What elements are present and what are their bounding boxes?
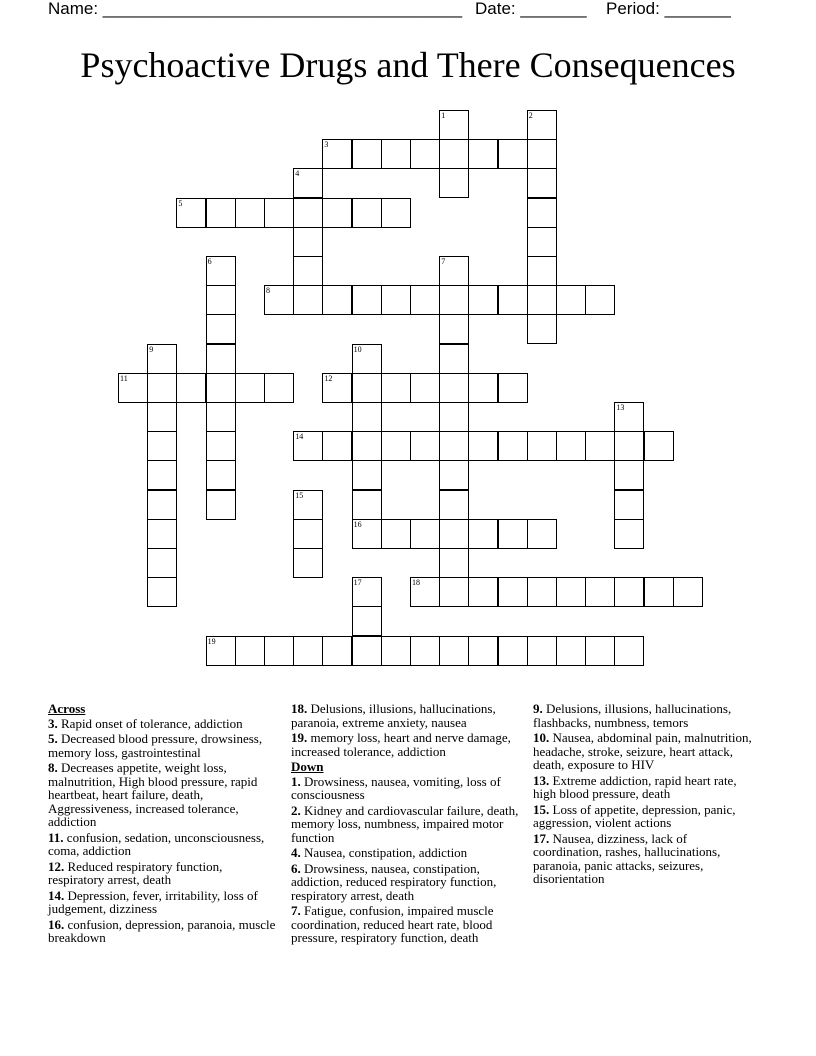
name-field[interactable]: Name: ______________________________________ (48, 0, 463, 18)
crossword-cell[interactable] (381, 373, 411, 403)
clue-number: 12 (324, 373, 333, 383)
crossword-cell[interactable] (410, 373, 440, 403)
crossword-cell[interactable] (352, 285, 382, 315)
crossword-cell[interactable] (498, 431, 528, 461)
crossword-cell[interactable] (439, 636, 469, 666)
crossword-cell[interactable] (352, 519, 382, 549)
crossword-cell[interactable] (439, 314, 469, 344)
crossword-cell[interactable] (439, 460, 469, 490)
clue-across-12: 12. Reduced respiratory function, respiratory arrest, death (48, 858, 223, 887)
crossword-cell[interactable] (264, 198, 294, 228)
clue-number: 7 (441, 257, 446, 266)
crossword-cell[interactable] (468, 285, 498, 315)
crossword-cell[interactable] (206, 285, 236, 315)
crossword-cell[interactable] (614, 636, 644, 666)
crossword-cell[interactable] (439, 548, 469, 578)
crossword-cell[interactable] (439, 168, 469, 198)
crossword-cell[interactable] (614, 490, 644, 520)
crossword-cell[interactable] (264, 636, 294, 666)
crossword-cell[interactable] (352, 373, 382, 403)
crossword-cell[interactable] (527, 227, 557, 257)
crossword-cell[interactable] (293, 285, 323, 315)
clue-across-19: 19. memory loss, heart and nerve damage, increased tolerance, addiction (291, 730, 511, 759)
crossword-cell[interactable] (468, 636, 498, 666)
crossword-cell[interactable] (352, 402, 382, 432)
crossword-cell[interactable] (585, 431, 615, 461)
crossword-cell[interactable] (352, 198, 382, 228)
crossword-cell[interactable] (206, 314, 236, 344)
across-heading: Across (48, 701, 86, 716)
crossword-cell[interactable] (352, 431, 382, 461)
crossword-cell[interactable] (293, 548, 323, 578)
crossword-cell[interactable] (498, 636, 528, 666)
crossword-cell[interactable] (381, 198, 411, 228)
crossword-cell[interactable] (439, 373, 469, 403)
crossword-cell[interactable] (352, 636, 382, 666)
clue-number: 18 (412, 578, 420, 588)
crossword-cell[interactable] (293, 198, 323, 228)
clue-across-14: 14. Depression, fever, irritability, loss of judgement, dizziness (48, 887, 258, 916)
crossword-cell[interactable] (585, 636, 615, 666)
clue-number: 13 (616, 403, 625, 412)
crossword-cell[interactable] (439, 139, 469, 169)
crossword-cell[interactable] (293, 636, 323, 666)
clue-number: 6 (207, 257, 212, 266)
crossword-cell[interactable] (264, 285, 294, 315)
clue-down-13: 13. Extreme addiction, rapid heart rate, high blood pressure, death (533, 772, 737, 801)
crossword-cell[interactable] (556, 285, 586, 315)
crossword-cell[interactable] (293, 519, 323, 549)
crossword-cell[interactable] (293, 490, 323, 520)
crossword-cell[interactable] (147, 402, 177, 432)
crossword-cell[interactable] (614, 577, 644, 607)
clue-number: 8 (266, 286, 270, 296)
crossword-cell[interactable] (381, 431, 411, 461)
clue-across-16: 16. confusion, depression, paranoia, muscle breakdown (48, 916, 276, 945)
clue-down-4: 4. Nausea, constipation, addiction (291, 845, 468, 860)
clue-down-17: 17. Nausea, dizziness, lack of coordination, rashes, hallucinations, paranoia, panic attacks, seizures, disorientation (533, 830, 721, 886)
crossword-cell[interactable] (468, 431, 498, 461)
crossword-cell[interactable] (352, 606, 382, 636)
crossword-cell[interactable] (439, 285, 469, 315)
clue-number: 17 (353, 578, 362, 588)
clue-number: 1 (441, 111, 446, 120)
crossword-cell[interactable] (206, 490, 236, 520)
clue-down-15: 15. Loss of appetite, depression, panic, aggression, violent actions (533, 801, 736, 830)
crossword-cell[interactable] (206, 460, 236, 490)
crossword-cell[interactable] (527, 256, 557, 286)
crossword-cell[interactable] (381, 636, 411, 666)
crossword-cell[interactable] (614, 519, 644, 549)
crossword-cell[interactable] (439, 110, 469, 140)
crossword-cell[interactable] (644, 577, 674, 607)
crossword-cell[interactable] (322, 139, 352, 169)
crossword-cell[interactable] (147, 431, 177, 461)
crossword-cell[interactable] (527, 139, 557, 169)
crossword-cell[interactable] (176, 373, 206, 403)
clue-number: 14 (295, 432, 304, 442)
crossword-cell[interactable] (498, 285, 528, 315)
page-title: Psychoactive Drugs and There Consequences (80, 45, 736, 85)
crossword-cell[interactable] (410, 636, 440, 666)
clue-number: 16 (353, 519, 362, 529)
crossword-cell[interactable] (439, 490, 469, 520)
clue-down-7: 7. Fatigue, confusion, impaired muscle coordination, reduced heart rate, blood pressure, respiratory function, death (291, 903, 494, 945)
crossword-cell[interactable] (381, 285, 411, 315)
crossword-cell[interactable] (293, 168, 323, 198)
crossword-cell[interactable] (556, 636, 586, 666)
crossword-cell[interactable] (527, 110, 557, 140)
crossword-cell[interactable] (352, 490, 382, 520)
crossword-cell[interactable] (527, 168, 557, 198)
crossword-cell[interactable] (468, 373, 498, 403)
crossword-cell[interactable] (206, 344, 236, 374)
crossword-cell[interactable] (206, 636, 236, 666)
clue-number: 19 (207, 636, 216, 646)
crossword-cell[interactable] (410, 431, 440, 461)
crossword-cell[interactable] (527, 577, 557, 607)
clue-number: 4 (295, 169, 300, 179)
crossword-cell[interactable] (381, 519, 411, 549)
crossword-cell[interactable] (410, 577, 440, 607)
clue-number: 11 (120, 373, 128, 383)
crossword-cell[interactable] (147, 344, 177, 374)
crossword-cell[interactable] (585, 285, 615, 315)
crossword-cell[interactable] (322, 636, 352, 666)
crossword-cell[interactable] (147, 519, 177, 549)
crossword-cell[interactable] (322, 373, 352, 403)
crossword-cell[interactable] (527, 636, 557, 666)
crossword-cell[interactable] (527, 198, 557, 228)
crossword-cell[interactable] (439, 577, 469, 607)
crossword-cell[interactable] (322, 285, 352, 315)
crossword-cell[interactable] (439, 402, 469, 432)
crossword-cell[interactable] (527, 285, 557, 315)
crossword-cell[interactable] (206, 198, 236, 228)
crossword-cell[interactable] (439, 344, 469, 374)
crossword-cell[interactable] (147, 460, 177, 490)
crossword-cell[interactable] (439, 431, 469, 461)
crossword-cell[interactable] (410, 139, 440, 169)
crossword-cell[interactable] (118, 373, 148, 403)
clue-number: 3 (324, 140, 329, 150)
clue-number: 9 (149, 344, 154, 354)
crossword-cell[interactable] (527, 431, 557, 461)
crossword-cell[interactable] (556, 431, 586, 461)
crossword-cell[interactable] (410, 519, 440, 549)
clue-across-18: 18. Delusions, illusions, hallucinations, paranoia, extreme anxiety, nausea (291, 701, 496, 730)
crossword-cell[interactable] (235, 373, 265, 403)
crossword-cell[interactable] (585, 577, 615, 607)
clue-down-6: 6. Drowsiness, nausea, constipation, addiction, reduced respiratory function, respiratory arrest, death (291, 860, 497, 903)
crossword-cell[interactable] (147, 373, 177, 403)
crossword-cell[interactable] (410, 285, 440, 315)
clues-column-1 (48, 702, 280, 947)
crossword-cell[interactable] (498, 519, 528, 549)
crossword-cell[interactable] (527, 314, 557, 344)
crossword-cell[interactable] (147, 548, 177, 578)
crossword-cell[interactable] (673, 577, 703, 607)
clues-column-2 (291, 702, 521, 947)
crossword-cell[interactable] (293, 256, 323, 286)
crossword-cell[interactable] (556, 577, 586, 607)
crossword-cell[interactable] (293, 227, 323, 257)
crossword-cell[interactable] (206, 431, 236, 461)
clue-across-8: 8. Decreases appetite, weight loss, malnutrition, High blood pressure, rapid heartbeat, heart failure, death, Aggressiveness, increased tolerance, addiction (48, 760, 258, 829)
clue-down-9: 9. Delusions, illusions, hallucinations, flashbacks, numbness, temors (533, 701, 732, 730)
crossword-cell[interactable] (322, 431, 352, 461)
crossword-cell[interactable] (293, 431, 323, 461)
crossword-cell[interactable] (498, 373, 528, 403)
crossword-cell[interactable] (206, 373, 236, 403)
clue-number: 5 (178, 198, 183, 208)
clue-across-3: 3. Rapid onset of tolerance, addiction (48, 715, 243, 731)
clue-down-1: 1. Drowsiness, nausea, vomiting, loss of consciousness (291, 773, 501, 802)
crossword-cell[interactable] (614, 431, 644, 461)
clue-across-11: 11. confusion, sedation, unconsciousness, coma, addiction (48, 829, 265, 858)
period-field[interactable]: Period: _______ (606, 0, 731, 18)
down-heading: Down (291, 759, 324, 774)
crossword-cell[interactable] (498, 577, 528, 607)
clues-column-3 (533, 702, 758, 888)
clue-number: 10 (353, 344, 362, 354)
date-field[interactable]: Date: _______ (475, 0, 587, 18)
crossword-cell[interactable] (352, 139, 382, 169)
clue-number: 15 (295, 490, 304, 500)
crossword-cell[interactable] (439, 256, 469, 286)
crossword-cell[interactable] (614, 460, 644, 490)
crossword-cell[interactable] (468, 519, 498, 549)
clue-across-5: 5. Decreased blood pressure, drowsiness, memory loss, gastrointestinal (48, 731, 263, 760)
crossword-cell[interactable] (235, 636, 265, 666)
crossword-cell[interactable] (206, 256, 236, 286)
crossword-cell[interactable] (147, 577, 177, 607)
clue-down-2: 2. Kidney and cardiovascular failure, death, memory loss, numbness, impaired motor function (291, 802, 519, 845)
crossword-cell[interactable] (352, 344, 382, 374)
crossword-cell[interactable] (147, 490, 177, 520)
crossword-cell[interactable] (235, 198, 265, 228)
clue-number: 2 (528, 111, 533, 120)
crossword-cell[interactable] (439, 519, 469, 549)
crossword-cell[interactable] (264, 373, 294, 403)
crossword-cell[interactable] (468, 139, 498, 169)
crossword-cell[interactable] (176, 198, 206, 228)
crossword-cell[interactable] (322, 198, 352, 228)
crossword-cell[interactable] (468, 577, 498, 607)
crossword-cell[interactable] (352, 460, 382, 490)
crossword-cell[interactable] (527, 519, 557, 549)
crossword-cell[interactable] (381, 139, 411, 169)
clue-down-10: 10. Nausea, abdominal pain, malnutrition, headache, stroke, seizure, heart attack, death, exposure to HIV (533, 730, 752, 772)
crossword-cell[interactable] (352, 577, 382, 607)
crossword-cell[interactable] (206, 402, 236, 432)
crossword-cell[interactable] (498, 139, 528, 169)
crossword-cell[interactable] (644, 431, 674, 461)
crossword-cell[interactable] (614, 402, 644, 432)
